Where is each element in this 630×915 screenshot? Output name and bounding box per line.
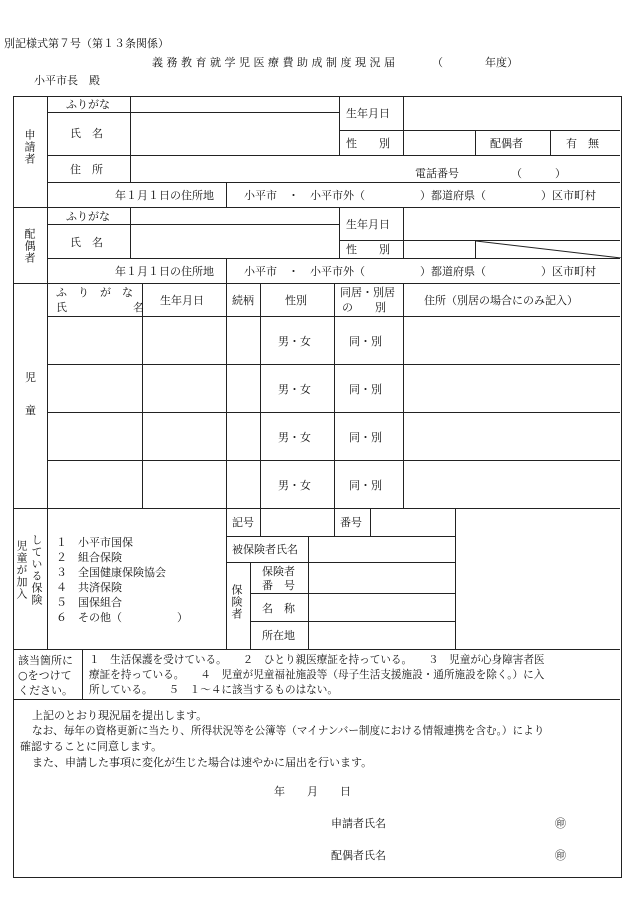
children-row-3-cohab[interactable]: 同・別 [349,431,382,444]
spouse-name-field[interactable] [131,225,338,257]
spouse-furigana-label: ふりがな [66,210,110,223]
spouse-sex-na-slash [476,241,621,258]
children-row-2-sex[interactable]: 男・女 [278,383,311,396]
spouse-sign-label: 配偶者氏名 [331,849,386,862]
applicant-sign-field[interactable] [395,812,545,832]
children-col-sex: 性別 [285,294,307,307]
insurer-number-field[interactable] [309,563,454,592]
year-open: （ [432,56,443,69]
applicable-line-1[interactable]: １ 生活保護を受けている。 ２ ひとり親医療証を持っている。 ３ 児童が心身障害者医 [89,654,545,666]
insured-name-label: 被保険者氏名 [232,543,298,556]
insurance-symbol-label: 記号 [232,516,254,529]
insurer-no-label-2: 番 号 [262,579,295,592]
children-section-label-top: 児 [25,371,36,384]
spouse-section-label: 配偶者 [23,228,36,264]
spouse-sex-label: 性 別 [346,243,390,256]
insurance-option-5[interactable]: ５ 国保組合 [56,596,122,609]
declaration-p3: また、申請した事項に変化が生じた場合は速やかに届出を行います。 [32,756,373,769]
insurer-address-label: 所在地 [262,629,295,642]
insurance-option-4[interactable]: ４ 共済保険 [56,581,122,594]
applicant-birth-label: 生年月日 [346,107,390,120]
insurance-option-6[interactable]: ６ その他（ ） [56,611,188,624]
insurer-address-field[interactable] [309,622,454,648]
insurance-section-label-b: している保険 [30,534,43,606]
insurer-no-label-1: 保険者 [262,565,295,578]
spouse-sign-field[interactable] [395,844,545,864]
children-row-2-cohab[interactable]: 同・別 [349,383,382,396]
children-col-furigana: ふ り が な [56,286,133,299]
applicable-label-1: 該当箇所に [18,654,73,667]
children-col-name: 氏 名 [56,301,144,314]
children-row-1-cohab[interactable]: 同・別 [349,335,382,348]
children-col-address: 住所（別居の場合にのみ記入） [424,294,578,307]
children-section-label-bottom: 童 [25,404,36,417]
spouse-pref-label: ）都道府県（ [420,265,486,278]
insurance-option-2[interactable]: ２ 組合保険 [56,551,122,564]
declaration-p1: 上記のとおり現況届を提出します。 [32,709,208,722]
children-col-birth: 生年月日 [160,294,204,307]
children-row-4-cohab[interactable]: 同・別 [349,479,382,492]
applicant-jan1-label: 年１月１日の住所地 [115,189,214,202]
insurance-option-3[interactable]: ３ 全国健康保険協会 [56,566,166,579]
applicant-sex-field[interactable] [404,131,474,154]
insurance-number-field[interactable] [371,509,454,535]
spouse-furigana-field[interactable] [131,208,338,223]
applicant-address-label: 住 所 [70,163,103,176]
applicant-address-field[interactable] [131,156,411,181]
spouse-seal-icon: ㊞ [555,849,566,862]
children-row-1-sex[interactable]: 男・女 [278,335,311,348]
insurer-section-label: 保険者 [230,584,243,620]
insurer-name-label: 名 称 [262,602,295,615]
declaration-date[interactable]: 年 月 日 [274,785,351,798]
applicant-furigana-field[interactable] [131,97,338,112]
children-col-cohab-1: 同居・別居 [340,286,395,299]
spouse-birth-field[interactable] [404,208,619,239]
form-title: 義 務 教 育 就 学 児 医 療 費 助 成 制 度 現 況 届 [152,56,395,69]
insurer-name-field[interactable] [309,594,454,620]
children-row-4-sex[interactable]: 男・女 [278,479,311,492]
applicable-line-2[interactable]: 療証を持っている。 ４ 児童が児童福祉施設等（母子生活支援施設・通所施設を除く。）に入 [89,669,545,681]
applicant-name-field[interactable] [131,113,338,154]
applicant-section-label: 申請者 [23,129,36,165]
applicable-line-3[interactable]: 所している。 ５ １～４に該当するものはない。 [89,684,338,696]
spouse-birth-label: 生年月日 [346,218,390,231]
applicant-sex-label: 性 別 [346,137,390,150]
applicant-pref-label: ）都道府県（ [420,189,486,202]
spouse-jan1-label: 年１月１日の住所地 [115,265,214,278]
applicable-label-2: ○をつけて [18,669,72,682]
declaration-p2b: 確認することに同意します。 [20,740,163,753]
insurance-option-1[interactable]: １ 小平市国保 [56,536,133,549]
applicant-name-label: 氏 名 [70,127,103,140]
insured-name-field[interactable] [309,537,454,561]
spouse-ward-label: ）区市町村 [541,265,596,278]
applicant-city-choice[interactable]: 小平市 ・ 小平市外（ [244,189,365,202]
applicant-furigana-label: ふりがな [66,98,110,111]
applicant-seal-icon: ㊞ [555,817,566,830]
applicant-birth-field[interactable] [404,97,619,129]
applicable-label-3: ください。 [18,684,73,697]
form-number: 別記様式第７号（第１３条関係） [4,37,169,50]
applicant-ward-label: ）区市町村 [541,189,596,202]
children-row-3-sex[interactable]: 男・女 [278,431,311,444]
applicant-phone-label: 電話番号 [415,167,459,180]
year-label: 年度） [485,56,518,69]
children-col-relation: 続柄 [232,294,254,307]
insurance-symbol-field[interactable] [261,509,333,535]
children-col-cohab-2: の 別 [342,301,386,314]
applicant-spouse-value[interactable]: 有 無 [566,137,599,150]
addressee: 小平市長 殿 [34,74,100,87]
spouse-sex-field[interactable] [404,241,474,257]
applicant-sign-label: 申請者氏名 [331,817,386,830]
insurance-number-label: 番号 [340,516,362,529]
spouse-city-choice[interactable]: 小平市 ・ 小平市外（ [244,265,365,278]
declaration-p2a: なお、毎年の資格更新に当たり、所得状況等を公簿等（マイナンバー制度における情報連携を含む。）により [32,725,545,737]
applicant-phone-paren[interactable]: （ ） [511,167,566,180]
applicant-spouse-label: 配偶者 [490,137,523,150]
insurance-section-label-a: 児童が加入 [15,540,28,600]
spouse-name-label: 氏 名 [70,236,103,249]
